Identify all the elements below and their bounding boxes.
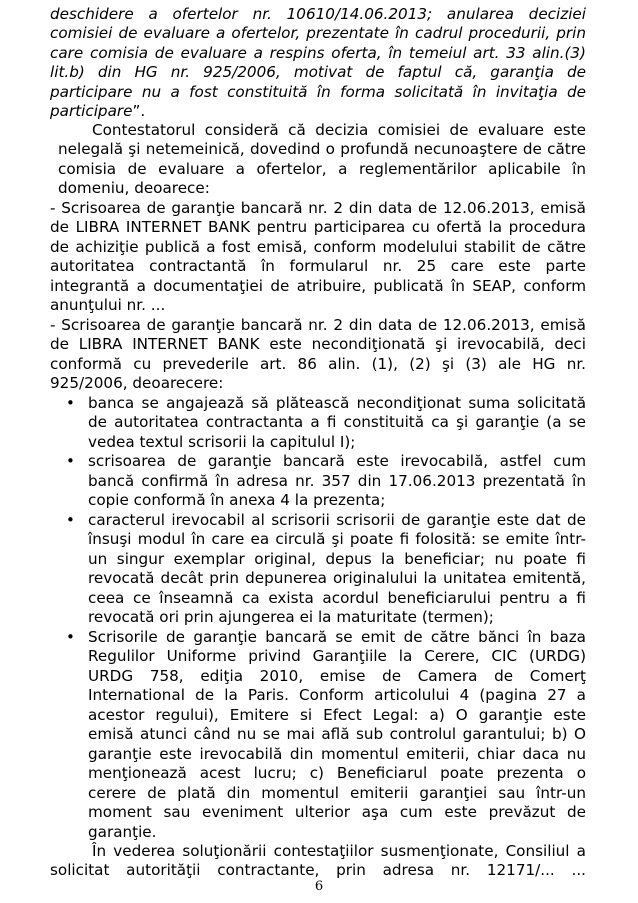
- dash-item-line: de LIBRA INTERNET BANK pentru participarea cu ofertă la procedura: [50, 218, 586, 236]
- quote-line: participare nu a fost constituită în forma solicitată în invitaţia de: [50, 83, 586, 101]
- dash-item-line: anunţului nr. ...: [50, 296, 166, 314]
- bullet-line: revocată ori prin ajungerea ei la maturitate (termen);: [88, 608, 494, 626]
- bullet-line: vedea textul scrisorii la capitulul I);: [88, 433, 356, 451]
- dash-item-line: de LIBRA INTERNET BANK este necondiţionată şi irevocabilă, deci: [50, 335, 586, 353]
- bullet-line: Scrisorile de garanţie bancară se emit de către bănci în baza: [88, 628, 586, 646]
- bullet-line: ceea ce înseamnă ca exista acordul beneficiarului pentru a fi: [88, 589, 586, 607]
- intro-line: comisia de evaluare a ofertelor, a reglementărilor aplicabile în: [58, 160, 586, 178]
- bullet-dot-icon: •: [66, 628, 75, 646]
- bullet-line: acestor regului), Emitere si Efect Legal: a) O garanţie este: [88, 706, 586, 724]
- dash-item-line: autoritatea contractantă în formularul nr. 25 care este parte: [50, 257, 586, 275]
- bullet-line: copie conformă în anexa 4 la prezenta;: [88, 491, 386, 509]
- bullet-line: revocată decât prin depunerea originalului la unitatea emitentă,: [88, 569, 586, 587]
- bullet-line: bancă confirmă în adresa nr. 357 din 17.06.2013 prezentată în: [88, 472, 586, 490]
- intro-line: nelegală şi netemeinică, dovedind o profundă necunoaştere de către: [58, 140, 586, 158]
- bullet-line: emisă atunci când nu se mai află sub controlul garantului; b) O: [88, 725, 586, 743]
- dash-item-line: integrantă a documentaţiei de atribuire, publicată în SEAP, conform: [50, 277, 586, 295]
- bullet-line: caracterul irevocabil al scrisorii scrisorii de garanţie este dat de: [88, 511, 586, 529]
- bullet-line: moment sau eveniment ulterior aşa cum este prevăzut de: [88, 803, 586, 821]
- bullet-line: International de la Paris. Conform articolului 4 (pagina 27 a: [88, 686, 586, 704]
- quote-closing-mark: ”.: [132, 102, 146, 120]
- quote-line: deschidere a ofertelor nr. 10610/14.06.2013; anularea deciziei: [50, 5, 586, 23]
- final-line: În vederea soluţionării contestaţiilor susmenţionate, Consiliul a: [92, 842, 586, 860]
- dash-item-line: conformă cu prevederile art. 86 alin. (1), (2) şi (3) ale HG nr.: [50, 355, 586, 373]
- bullet-line: Regulilor Uniforme privind Garanţiile la Cerere, CIC (URDG): [88, 647, 586, 665]
- bullet-line: de autoritatea contractanta a fi constituită ca şi garanţie (a se: [88, 413, 586, 431]
- bullet-line: garanţie.: [88, 823, 157, 841]
- final-line: solicitat autorităţii contractante, prin adresa nr. 12171/... ...: [50, 861, 586, 879]
- intro-line: Contestatorul consideră că decizia comisiei de evaluare este: [92, 121, 586, 139]
- quote-line: lit.b) din HG nr. 925/2006, motivat de faptul că, garanţia de: [50, 63, 586, 81]
- page-number: 6: [314, 879, 324, 894]
- bullet-line: menţionează acest lucru; c) Beneficiarul poate prezenta o: [88, 764, 586, 782]
- bullet-dot-icon: •: [66, 452, 75, 470]
- bullet-line: un singur exemplar original, depus la beneficiar; nu poate fi: [88, 550, 586, 568]
- bullet-line: banca se angajează să plătească necondiţionat suma solicitată: [88, 394, 586, 412]
- dash-item-line: de achiziţie publică a fost emisă, conform modelului stabilit de către: [50, 238, 586, 256]
- bullet-line: scrisoarea de garanţie bancară este irevocabilă, astfel cum: [88, 452, 586, 470]
- quote-line: [50, 102, 145, 121]
- quote-line: comisiei de evaluare a ofertelor, prezentate în cadrul procedurii, prin: [50, 24, 586, 42]
- bullet-dot-icon: •: [66, 394, 75, 412]
- dash-item-line: - Scrisoarea de garanţie bancară nr. 2 din data de 12.06.2013, emisă: [50, 316, 586, 334]
- quote-last-word: participare: [50, 102, 133, 120]
- bullet-line: garanţie este irevocabilă din momentul emiterii, chiar daca nu: [88, 745, 586, 763]
- bullet-dot-icon: •: [66, 511, 75, 529]
- quote-line: care comisia de evaluare a respins oferta, în temeiul art. 33 alin.(3): [50, 44, 586, 62]
- bullet-line: cerere de plată din momentul emiterii garanţiei sau într-un: [88, 784, 586, 802]
- intro-line: domeniu, deoarece:: [58, 179, 210, 197]
- dash-item-line: 925/2006, deoarecere:: [50, 374, 224, 392]
- bullet-line: însuşi modul în care ea circulă şi poate fi folosită: se emite într-: [88, 530, 586, 548]
- bullet-line: URDG 758, ediţia 2010, emise de Camera de Comerţ: [88, 667, 586, 685]
- dash-item-line: - Scrisoarea de garanţie bancară nr. 2 din data de 12.06.2013, emisă: [50, 199, 586, 217]
